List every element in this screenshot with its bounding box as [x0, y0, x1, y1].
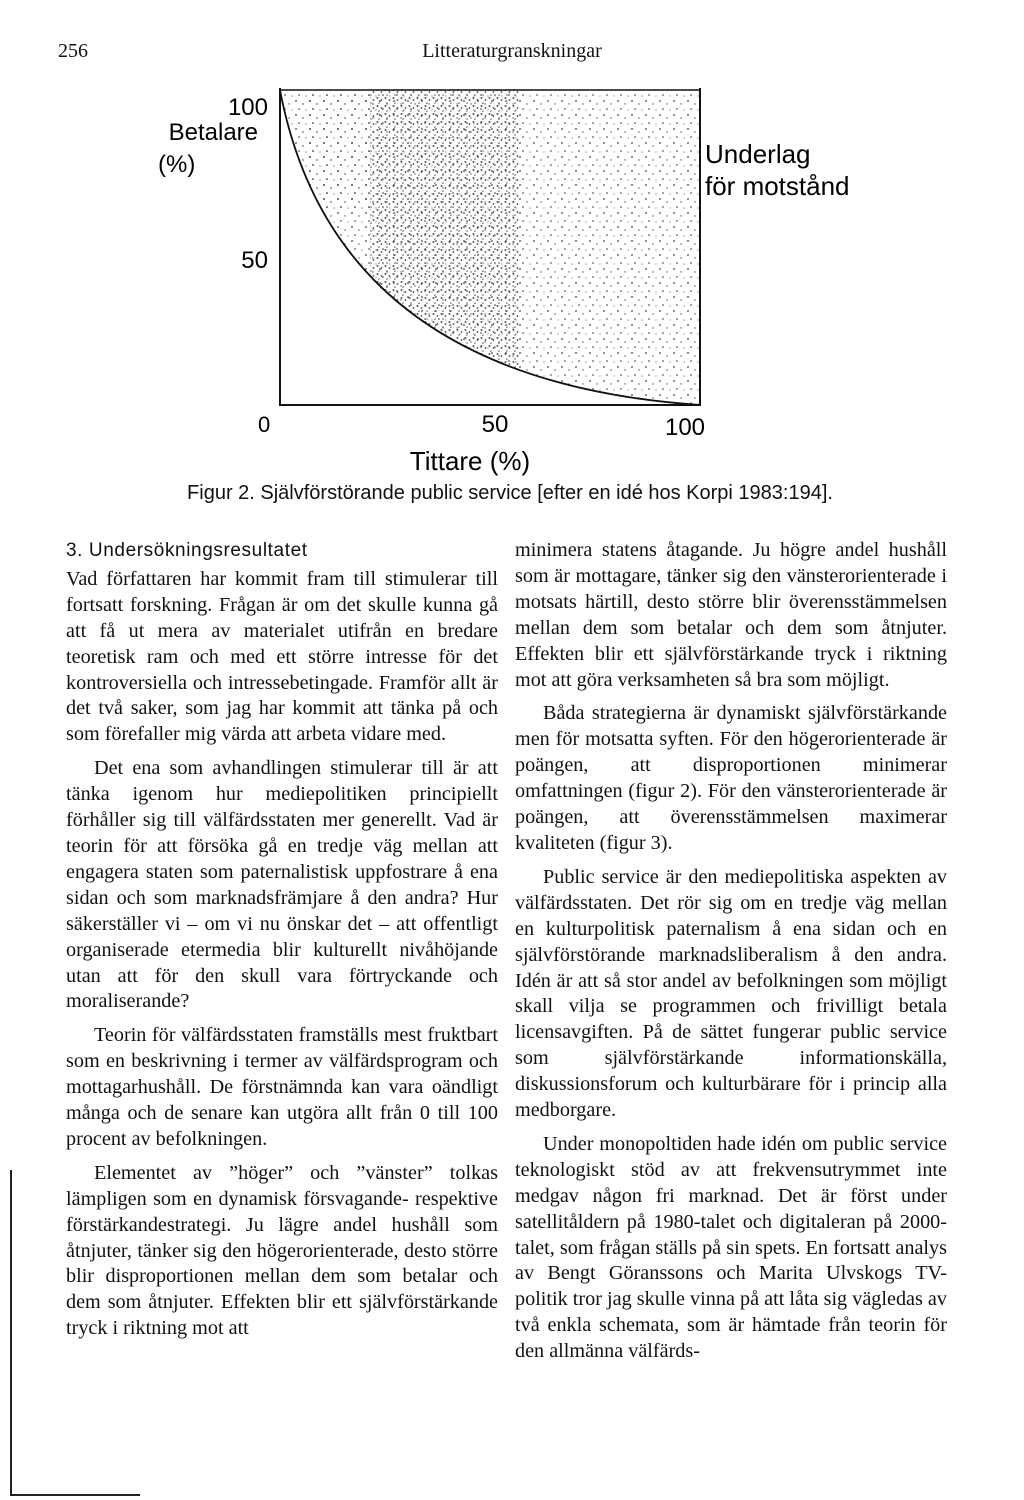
section-heading: 3. Undersökningsresultatet — [66, 540, 308, 561]
margin-rule — [10, 1170, 12, 1496]
figure-plot — [0, 0, 1024, 520]
figure-caption: Figur 2. Självförstörande public service [efter en idé hos Korpi 1983:194]. — [187, 482, 833, 504]
right-column — [515, 538, 947, 1373]
paragraph: Teorin för välfärdsstaten framställs mest fruktbart som en beskrivning i termer av välfärdsprogram och mottagarhushåll. De förstnämnda kan vara oändligt många och de senare kan utgöra allt från 0 till 100 procent av befolkningen. — [66, 1024, 498, 1150]
margin-rule-base — [10, 1494, 140, 1496]
running-head: Litteraturgranskningar — [422, 40, 602, 62]
y-tick-100: 100 — [227, 94, 268, 121]
x-tick-50: 50 — [481, 411, 509, 438]
paragraph: Public service är den mediepolitiska aspekten av välfärdsstaten. Det rör sig om en tredje väg mellan en kulturpolitisk paternalism å ena sidan och en självförstörande marknadsliberalism å den andra. Idén är att så stor andel av befolkningen som möjligt skall vilja se programmen och frivilligt betala licensavgiften. På de sättet fungerar public service som självförstärkande informationskälla, diskussionsforum och kulturbärare för i princip alla medborgare. — [515, 865, 947, 1122]
x-tick-100: 100 — [664, 414, 706, 441]
paragraph: Elementet av ”höger” och ”vänster” tolkas lämpligen som en dynamisk försvagande- respektive förstärkandestrategi. Ju lägre andel hushåll som åtnjuter, tänker sig den högerorienterade, desto större blir disproportionen mellan dem som betalar och dem som åtnjuter. Effekten blir ett självförstärkande tryck i riktning mot att — [66, 1161, 498, 1340]
figure-2 — [0, 0, 1024, 520]
paragraph: Vad författaren har kommit fram till stimulerar till fortsatt forskning. Frågan är om det skulle kunna gå att få ut mera av materialet utifrån en bredare teoretisk ram och med ett större intresse för det kontroversiella och intressebetingade. Framför allt är det två saker, som jag har kommit att tänka på och som förefaller mig värda att arbeta vidare med. — [66, 567, 498, 746]
region-label-line1: Underlag — [705, 139, 811, 169]
left-column — [66, 538, 498, 1350]
paragraph: Under monopoltiden hade idén om public service teknologiskt stöd av att frekvensutrymmet inte medgav någon fri marknad. Det är först under satellitåldern på 1980-talet och digitaleran på 2000-talet, som frågan ställs på sin spets. En fortsatt analys av Bengt Göranssons och Marita Ulvskogs TV-politik tror jag skulle vinna på att låta sig vägledas av två enkla schemata, som är hämtade från teorin för den allmänna välfärds- — [515, 1132, 947, 1363]
page-number: 256 — [58, 40, 88, 62]
paragraph: minimera statens åtagande. Ju högre andel hushåll som är mottagare, tänker sig den vänsterorienterade i motsats härtill, desto större blir överensstämmelsen mellan dem som betalar och dem som åtnjuter. Effekten blir ett självförstärkande tryck i riktning mot att göra verksamheten så bra som möjligt. — [515, 539, 947, 691]
x-axis-label: Tittare (%) — [409, 446, 531, 476]
y-axis-unit: (%) — [158, 151, 196, 178]
origin-label: 0 — [258, 412, 271, 437]
paragraph: Det ena som avhandlingen stimulerar till är att tänka igenom hur mediepolitiken principiellt förhåller sig till välfärdsstaten mer generellt. Vad är teorin för att försöka gå en tredje väg mellan att engagera staten som paternalistisk uppfostrare å ena sidan och som marknadsfrämjare å den andra? Hur säkerställer vi – om vi nu önskar det – att offentligt organiserade etermedia blir kulturellt nivåhöjande utan att för den skull vara förtryckande och moraliserande? — [66, 757, 498, 1013]
region-label-line2: för motstånd — [705, 171, 850, 201]
paragraph: Båda strategierna är dynamiskt självförstärkande men för motsatta syften. För den högerorienterade är poängen, att disproportionen minimerar omfattningen (figur 2). För den vänsterorienterade är poängen, att överensstämmelsen maximerar kvaliteten (figur 3). — [515, 702, 947, 854]
y-axis-label: Betalare — [168, 119, 258, 146]
y-tick-50: 50 — [241, 247, 268, 274]
